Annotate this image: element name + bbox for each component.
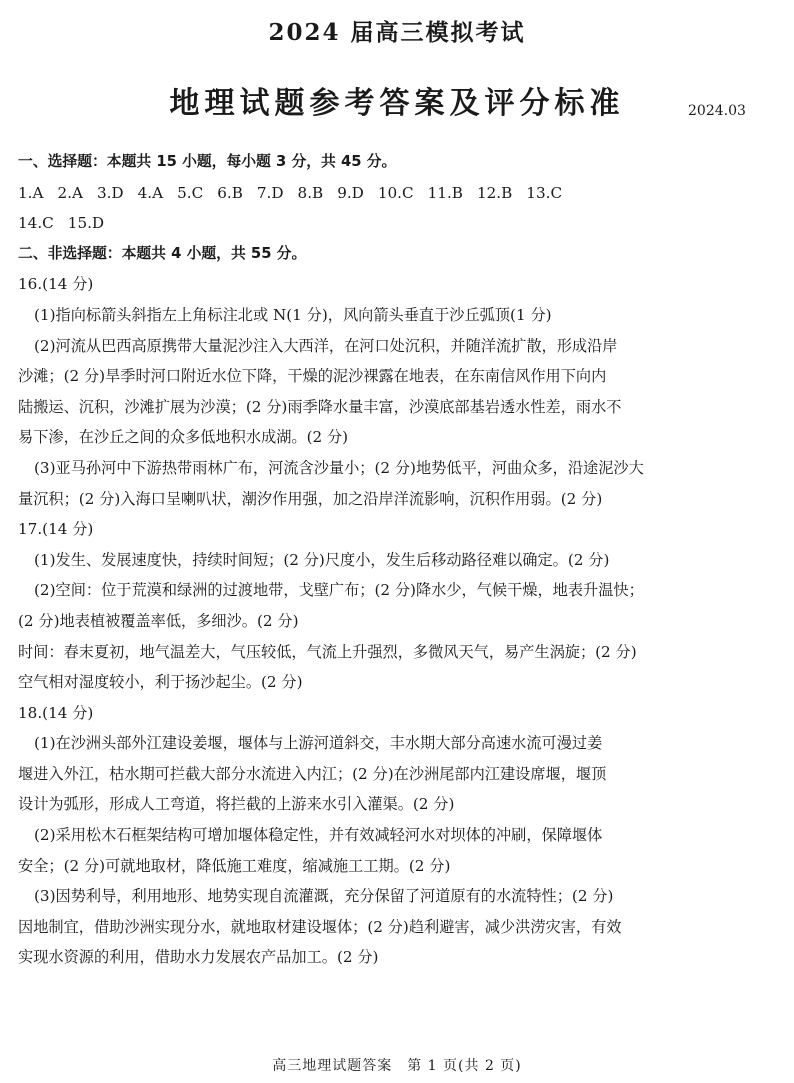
exam-title: 2024 届高三模拟考试 <box>268 19 526 46</box>
q18-title: 18.(14 分) <box>18 703 94 722</box>
content <box>18 147 784 973</box>
q18-line: 安全；(2 分)可就地取材，降低施工难度，缩减施工工期。(2 分) <box>18 856 451 875</box>
q18-line: 因地制宜，借助沙洲实现分水，就地取材建设堰体；(2 分)趋利避害，减少洪涝灾害，有效 <box>18 917 622 936</box>
answer-1: 1.A <box>18 183 44 202</box>
answer-13: 13.C <box>526 183 563 202</box>
q16-line: (3)亚马孙河中下游热带雨林广布，河流含沙量小；(2 分)地势低平，河曲众多，沿途泥沙大 <box>34 458 644 477</box>
section1-heading: 一、选择题：本题共 15 小题，每小题 3 分，共 45 分。 <box>18 153 397 170</box>
answer-10: 10.C <box>377 183 414 202</box>
q17-line: 空气相对湿度较小，利于扬沙起尘。(2 分) <box>18 673 303 692</box>
q17-line: (2)空间：位于荒漠和绿洲的过渡地带，戈壁广布；(2 分)降水少，气候干燥，地表升温快； <box>34 581 644 600</box>
answer-7: 7.D <box>256 183 284 202</box>
q18-line: 设计为弧形，形成人工弯道，将拦截的上游来水引入灌渠。(2 分) <box>18 795 455 814</box>
q18-line: (1)在沙洲头部外江建设姜堰，堰体与上游河道斜交，丰水期大部分高速水流可漫过姜 <box>34 734 603 753</box>
answer-4: 4.A <box>137 183 164 202</box>
answers-row-2 <box>18 208 784 239</box>
q17-title: 17.(14 分) <box>18 520 94 539</box>
q16-line: 陆搬运、沉积，沙滩扩展为沙漠；(2 分)雨季降水量丰富，沙漠底部基岩透水性差，雨水不 <box>18 397 622 416</box>
q17-line: 时间：春末夏初，地气温差大，气压较低，气流上升强烈，多微风天气，易产生涡旋；(2 分) <box>18 642 637 661</box>
q18-line: (2)采用松木石框架结构可增加堰体稳定性，并有效减轻河水对坝体的冲刷，保障堰体 <box>34 826 603 845</box>
q16-line: 沙滩；(2 分)旱季时河口附近水位下降，干燥的泥沙裸露在地表，在东南信风作用下向内 <box>18 367 607 386</box>
answer-5: 5.C <box>177 183 204 202</box>
answer-8: 8.B <box>297 183 324 202</box>
q17-line: (2 分)地表植被覆盖率低，多细沙。(2 分) <box>18 611 299 630</box>
q16-line: 量沉积；(2 分)入海口呈喇叭状，潮汐作用强，加之沿岸洋流影响，沉积作用弱。(2 分) <box>18 489 603 508</box>
q18-line: (3)因势利导，利用地形、地势实现自流灌溉，充分保留了河道原有的水流特性；(2 分) <box>34 887 614 906</box>
answer-6: 6.B <box>217 183 243 202</box>
page-footer: 高三地理试题答案 第 1 页(共 2 页) <box>272 1058 522 1074</box>
q16-line: (1)指向标箭头斜指左上角标注北或 N(1 分)，风向箭头垂直于沙丘弧顶(1 分) <box>34 305 552 324</box>
main-title: 地理试题参考答案及评分标准 <box>169 86 625 121</box>
answer-3: 3.D <box>96 183 124 202</box>
answer-2: 2.A <box>57 183 83 202</box>
q18-line: 堰进入外江，枯水期可拦截大部分水流进入内江；(2 分)在沙洲尾部内江建设席堰，堰顶 <box>18 764 607 783</box>
exam-date: 2024.03 <box>688 103 746 119</box>
section2-heading: 二、非选择题：本题共 4 小题，共 55 分。 <box>18 244 307 262</box>
answer-11: 11.B <box>427 183 463 202</box>
answer-9: 9.D <box>337 183 364 202</box>
q16-line: 易下渗，在沙丘之间的众多低地积水成湖。(2 分) <box>18 428 349 447</box>
q17-line: (1)发生、发展速度快，持续时间短；(2 分)尺度小，发生后移动路径难以确定。(2 分) <box>34 550 610 569</box>
q18-line: 实现水资源的利用，借助水力发展农产品加工。(2 分) <box>18 948 379 967</box>
answer-12: 12.B <box>476 183 513 202</box>
q16-title: 16.(14 分) <box>18 275 94 294</box>
answer-15: 15.D <box>67 214 105 233</box>
answer-14: 14.C <box>18 214 54 233</box>
q16-line: (2)河流从巴西高原携带大量泥沙注入大西洋，在河口处沉积，并随洋流扩散，形成沿岸 <box>34 336 618 355</box>
answers-row-1 <box>18 178 784 209</box>
